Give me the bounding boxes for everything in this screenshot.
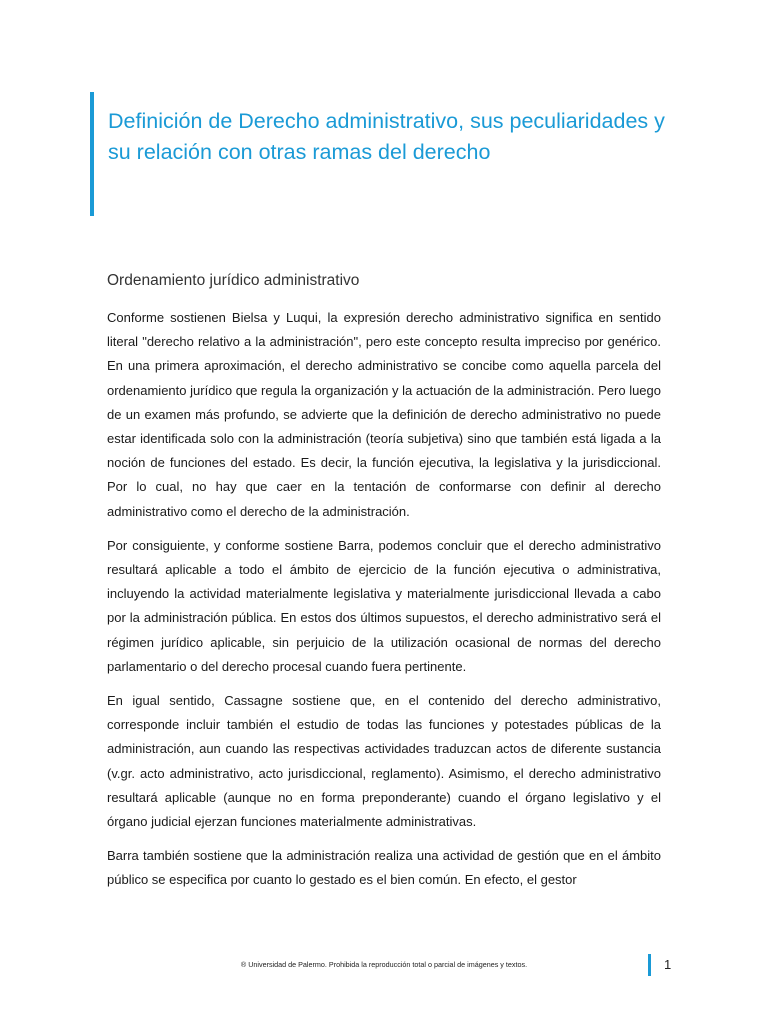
paragraph: Por consiguiente, y conforme sostiene Barra, podemos concluir que el derecho administrativo resultará aplicable a todo el ámbito de ejercicio de la función ejecutiva o administrativa, incluyendo la actividad materialmente legislativa y materialmente jurisdiccional llevada a cabo por la administración pública. En estos dos últimos supuestos, el derecho administrativo será el régimen jurídico aplicable, sin perjuicio de la utilización ocasional de normas del derecho parlamentario o del derecho procesal cuando fuera pertinente. [107,537,661,674]
section-heading: Ordenamiento jurídico administrativo [107,272,360,289]
paragraph: En igual sentido, Cassagne sostiene que, en el contenido del derecho administrativo, corresponde incluir también el estudio de todas las funciones y potestades públicas de la administración, aun cuando las respectivas actividades traduzcan actos de diferente sustancia (v.gr. acto administrativo, acto jurisdiccional, reglamento). Asimismo, el derecho administrativo resultará aplicable (aunque no en forma preponderante) cuando el órgano legislativo y el órgano judicial ejerzan funciones materialmente administrativas. [107,693,661,830]
title-block [90,92,690,216]
document-body [107,306,661,903]
paragraph: Barra también sostiene que la administración realiza una actividad de gestión que en el ámbito público se especifica por cuanto lo gestado es el bien común. En efecto, el gestor [107,848,661,888]
page-number: 1 [664,957,672,972]
footer-copyright: ® Universidad de Palermo. Prohibida la reproducción total o parcial de imágenes y textos. [240,960,528,969]
paragraph: Conforme sostienen Bielsa y Luqui, la expresión derecho administrativo significa en sentido literal "derecho relativo a la administración", pero este concepto resulta impreciso por genérico. En una primera aproximación, el derecho administrativo se concibe como aquella parcela del ordenamiento jurídico que regula la organización y la actuación de la administración. Pero luego de un examen más profundo, se advierte que la definición de derecho administrativo no puede estar identificada solo con la administración (teoría subjetiva) sino que también está ligada a la noción de funciones del estado. Es decir, la función ejecutiva, la legislativa y la jurisdiccional. Por lo cual, no hay que caer en la tentación de conformarse con definir al derecho administrativo como el derecho de la administración. [107,310,661,519]
page-title: Definición de Derecho administrativo, sus peculiaridades y su relación con otras ramas del derecho [108,109,665,164]
page-number-bar [648,954,651,976]
